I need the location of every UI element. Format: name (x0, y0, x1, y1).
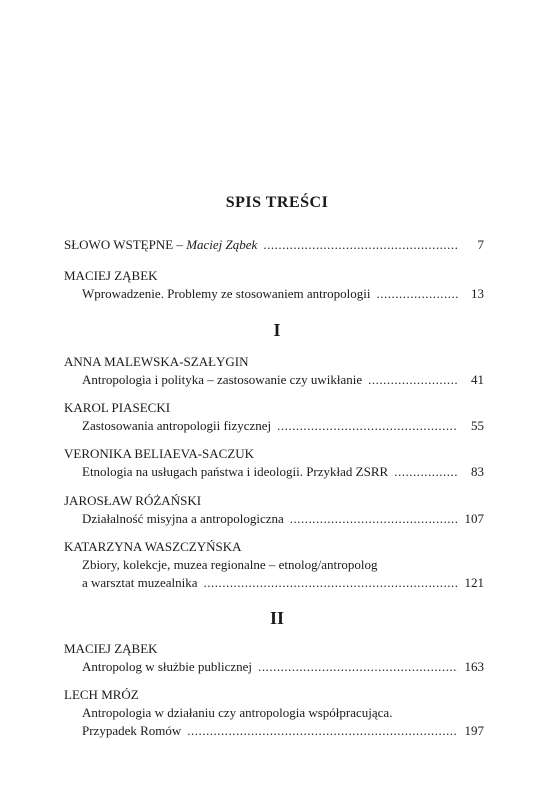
toc-line (64, 658, 484, 676)
leader-dots (368, 371, 458, 389)
toc-line (64, 722, 484, 740)
page-number: 121 (464, 575, 484, 590)
entry-title: Antropolog w służbie publicznej (82, 659, 253, 674)
entry-author: VERONIKA BELIAEVA-SACZUK (64, 446, 255, 461)
toc-entry-intro (64, 236, 484, 254)
leader-dots (258, 658, 458, 676)
toc-entry (64, 399, 484, 435)
entry-author: KATARZYNA WASZCZYŃSKA (64, 539, 242, 554)
page-number: 163 (464, 659, 484, 674)
entry-title: Wprowadzenie. Problemy ze stosowaniem antropologii (82, 286, 371, 301)
intro-label: SŁOWO WSTĘPNE – (64, 237, 183, 252)
toc-line (64, 463, 484, 481)
toc-entry (64, 538, 484, 592)
entry-author: ANNA MALEWSKA-SZAŁYGIN (64, 354, 249, 369)
page-number: 13 (471, 286, 484, 301)
section-heading: I (273, 320, 281, 340)
toc-entry (64, 267, 484, 303)
entry-author: LECH MRÓZ (64, 687, 139, 702)
page-number: 83 (471, 464, 484, 479)
toc-line (64, 510, 484, 528)
toc-entry (64, 353, 484, 389)
leader-dots (204, 574, 459, 592)
page-number: 107 (464, 511, 484, 526)
page-number: 7 (477, 237, 484, 252)
toc-entry (64, 686, 484, 740)
toc-entry (64, 640, 484, 676)
toc-entry (64, 492, 484, 528)
entry-title: Antropologia i polityka – zastosowanie czy uwikłanie (82, 372, 363, 387)
entry-author: JAROSŁAW RÓŻAŃSKI (64, 493, 202, 508)
toc-title: SPIS TREŚCI (225, 194, 329, 211)
section-heading: II (269, 608, 284, 628)
toc-line (64, 371, 484, 389)
entry-title-line: Antropologia w działaniu czy antropologia współpracująca. (82, 705, 393, 720)
leader-dots (394, 463, 458, 481)
leader-dots (376, 285, 458, 303)
toc-entry (64, 445, 484, 481)
entry-title-line: Zbiory, kolekcje, muzea regionalne – etnolog/antropolog (82, 557, 378, 572)
intro-author: Maciej Ząbek (186, 237, 258, 252)
entry-title: Etnologia na usługach państwa i ideologii. Przykład ZSRR (82, 464, 389, 479)
entry-author: KAROL PIASECKI (64, 400, 171, 415)
page-number: 55 (471, 418, 484, 433)
entry-title: Działalność misyjna a antropologiczna (82, 511, 284, 526)
entry-title: Zastosowania antropologii fizycznej (82, 418, 272, 433)
leader-dots (187, 722, 458, 740)
leader-dots (263, 236, 458, 254)
entry-author: MACIEJ ZĄBEK (64, 641, 158, 656)
page-number: 41 (471, 372, 484, 387)
toc-line (64, 417, 484, 435)
entry-title: Przypadek Romów (82, 723, 182, 738)
page-number: 197 (464, 723, 484, 738)
toc-line (64, 574, 484, 592)
leader-dots (277, 417, 458, 435)
entry-title: a warsztat muzealnika (82, 575, 198, 590)
toc-line (64, 285, 484, 303)
leader-dots (290, 510, 458, 528)
entry-author: MACIEJ ZĄBEK (64, 268, 158, 283)
toc-line (64, 236, 484, 254)
toc-entry-text (64, 236, 257, 254)
